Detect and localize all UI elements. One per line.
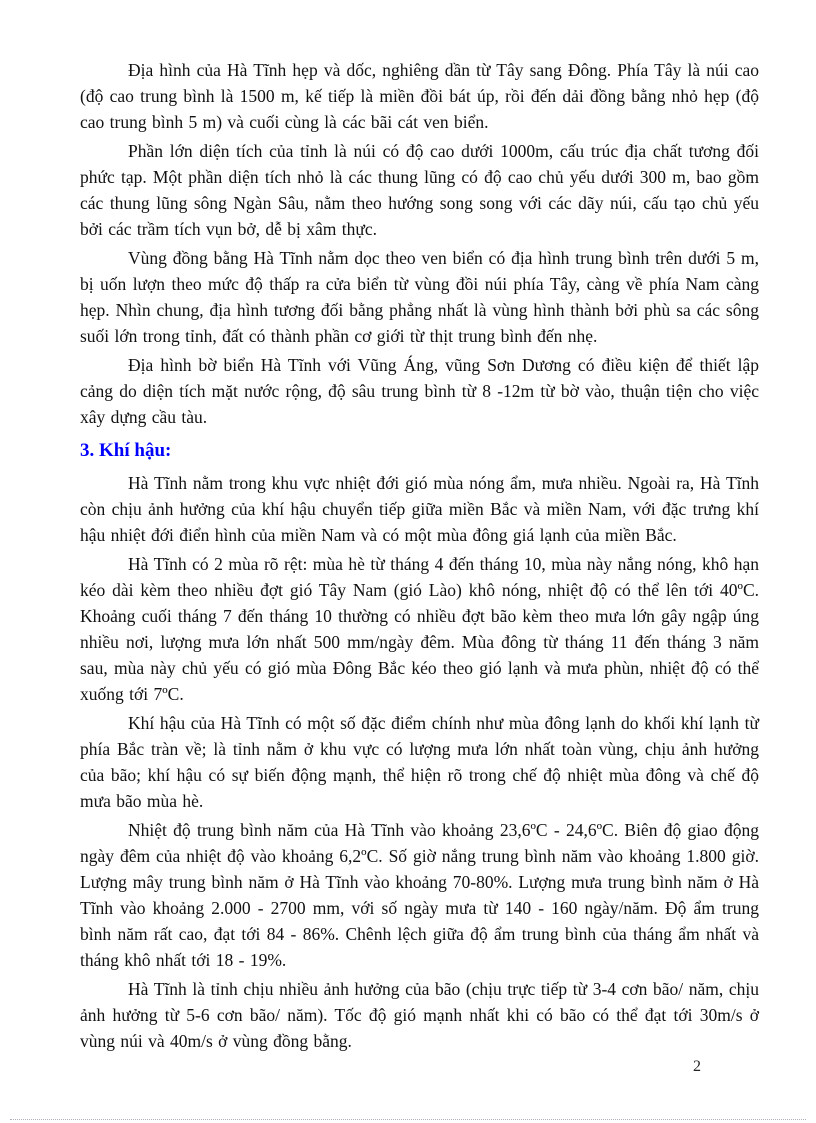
terrain-paragraph: Phần lớn diện tích của tỉnh là núi có độ cao dưới 1000m, cấu trúc địa chất tương đối phức tạp. Một phần diện tích nhỏ là các thung lũng có độ cao chủ yếu dưới 300 m, bao gồm các thung lũng sông Ngàn Sâu, nằm theo hướng song song với các dãy núi, cấu tạo chủ yếu bởi các trầm tích vụn bở, dễ bị xâm thực. (80, 141, 759, 239)
climate-section-heading: 3. Khí hậu: (80, 440, 172, 461)
climate-paragraph: Khí hậu của Hà Tĩnh có một số đặc điểm chính như mùa đông lạnh do khối khí lạnh từ phía Bắc tràn về; là tỉnh nằm ở khu vực có lượng mưa lớn nhất toàn vùng, chịu ảnh hưởng của bão; khí hậu có sự biến động mạnh, thể hiện rõ trong chế độ nhiệt mùa đông và chế độ mưa bão mùa hè. (80, 713, 759, 811)
page-number: 2 (693, 1058, 701, 1075)
climate-paragraph: Hà Tĩnh nằm trong khu vực nhiệt đới gió mùa nóng ẩm, mưa nhiều. Ngoài ra, Hà Tĩnh còn chịu ảnh hưởng của khí hậu chuyển tiếp giữa miền Bắc và miền Nam, với đặc trưng khí hậu nhiệt đới điển hình của miền Nam và có một mùa đông giá lạnh của miền Bắc. (80, 473, 759, 545)
climate-paragraph: Hà Tĩnh có 2 mùa rõ rệt: mùa hè từ tháng 4 đến tháng 10, mùa này nắng nóng, khô hạn kéo dài kèm theo nhiều đợt gió Tây Nam (gió Lào) khô nóng, nhiệt độ có thể lên tới 40ºC. Khoảng cuối tháng 7 đến tháng 10 thường có nhiều đợt bão kèm theo mưa lớn gây ngập úng nhiều nơi, lượng mưa lớn nhất 500 mm/ngày đêm. Mùa đông từ tháng 11 đến tháng 3 năm sau, mùa này chủ yếu có gió mùa Đông Bắc kéo theo gió lạnh và mưa phùn, nhiệt độ có thể xuống tới 7ºC. (80, 554, 759, 704)
climate-paragraph: Nhiệt độ trung bình năm của Hà Tĩnh vào khoảng 23,6ºC - 24,6ºC. Biên độ giao động ngày đêm của nhiệt độ vào khoảng 6,2ºC. Số giờ nắng trung bình năm vào khoảng 1.800 giờ. Lượng mây trung bình năm ở Hà Tĩnh vào khoảng 70-80%. Lượng mưa trung bình năm ở Hà Tĩnh vào khoảng 2.000 - 2700 mm, với số ngày mưa từ 140 - 160 ngày/năm. Độ ẩm trung bình năm rất cao, đạt tới 84 - 86%. Chênh lệch giữa độ ẩm trung bình của tháng ẩm nhất và tháng khô nhất tới 18 - 19%. (80, 820, 759, 970)
climate-paragraph: Hà Tĩnh là tỉnh chịu nhiều ảnh hưởng của bão (chịu trực tiếp từ 3-4 cơn bão/ năm, chịu ảnh hưởng từ 5-6 cơn bão/ năm). Tốc độ gió mạnh nhất khi có bão có thể đạt tới 30m/s ở vùng núi và 40m/s ở vùng đồng bằng. (80, 979, 759, 1051)
page-bottom-dotted-divider (10, 1119, 806, 1120)
terrain-paragraph: Địa hình bờ biển Hà Tĩnh với Vũng Áng, vũng Sơn Dương có điều kiện để thiết lập cảng do diện tích mặt nước rộng, độ sâu trung bình từ 8 -12m từ bờ vào, thuận tiện cho việc xây dựng cầu tàu. (80, 355, 759, 427)
terrain-paragraph: Vùng đồng bằng Hà Tĩnh nằm dọc theo ven biển có địa hình trung bình trên dưới 5 m, bị uốn lượn theo mức độ thấp ra cửa biển từ vùng đồi núi phía Tây, càng về phía Nam càng hẹp. Nhìn chung, địa hình tương đối bằng phẳng nhất là vùng hình thành bởi phù sa các sông suối lớn trong tỉnh, đất có thành phần cơ giới từ thịt trung bình đến nhẹ. (80, 248, 759, 346)
terrain-paragraph: Địa hình của Hà Tĩnh hẹp và dốc, nghiêng dần từ Tây sang Đông. Phía Tây là núi cao (độ cao trung bình là 1500 m, kế tiếp là miền đồi bát úp, rồi đến dải đồng bằng nhỏ hẹp (độ cao trung bình 5 m) và cuối cùng là các bãi cát ven biển. (80, 60, 759, 132)
